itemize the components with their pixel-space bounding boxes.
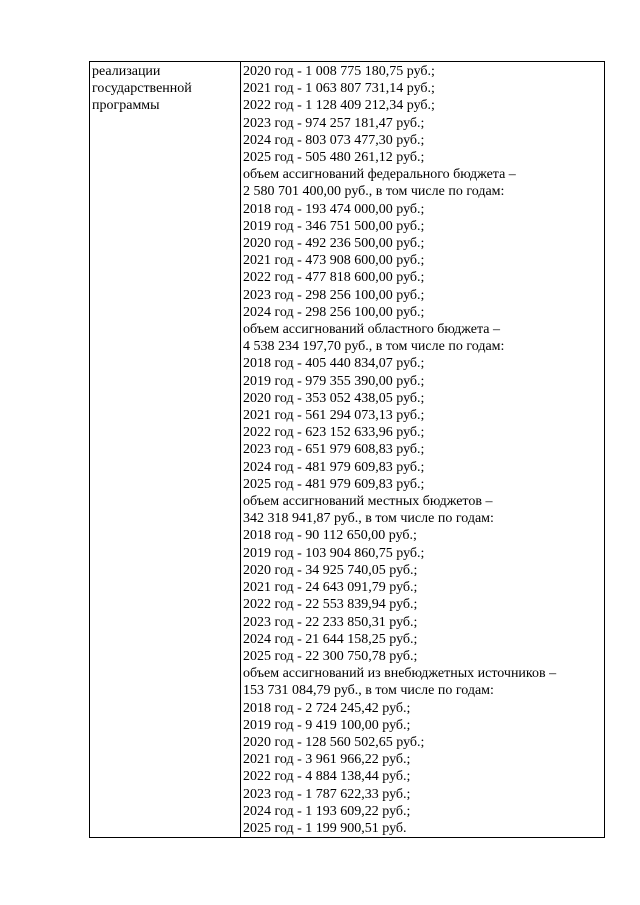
value-line: 2025 год - 1 199 900,51 руб.: [243, 820, 407, 836]
value-line: объем ассигнований из внебюджетных источников –: [243, 666, 557, 682]
value-line: 2018 год - 90 112 650,00 руб.;: [243, 528, 417, 544]
funding-table: [89, 61, 605, 838]
value-line: 2024 год - 481 979 609,83 руб.;: [243, 459, 425, 475]
value-line: 2023 год - 651 979 608,83 руб.;: [243, 442, 425, 458]
value-line: 2020 год - 353 052 438,05 руб.;: [243, 390, 425, 406]
value-line: 2020 год - 1 008 775 180,75 руб.;: [243, 64, 435, 79]
value-line: 2025 год - 22 300 750,78 руб.;: [243, 648, 418, 664]
value-line: 2024 год - 803 073 477,30 руб.;: [243, 132, 425, 148]
value-line: 2020 год - 34 925 740,05 руб.;: [243, 562, 418, 578]
label-line: реализации: [92, 64, 161, 79]
value-line: 2022 год - 1 128 409 212,34 руб.;: [243, 98, 435, 114]
value-line: 2 580 701 400,00 руб., в том числе по годам:: [243, 184, 505, 200]
value-line: 2022 год - 623 152 633,96 руб.;: [243, 425, 425, 441]
row-label-cell: [90, 62, 241, 837]
value-line: 2018 год - 2 724 245,42 руб.;: [243, 700, 411, 716]
value-line: 2021 год - 24 643 091,79 руб.;: [243, 580, 418, 596]
value-line: 2019 год - 9 419 100,00 руб.;: [243, 717, 411, 733]
value-line: 2024 год - 298 256 100,00 руб.;: [243, 304, 425, 320]
value-line: 342 318 941,87 руб., в том числе по годам:: [243, 511, 494, 527]
value-line: 2021 год - 1 063 807 731,14 руб.;: [243, 81, 435, 97]
value-line: 2019 год - 346 751 500,00 руб.;: [243, 218, 425, 234]
value-line: 2022 год - 4 884 138,44 руб.;: [243, 769, 411, 785]
value-line: 2025 год - 505 480 261,12 руб.;: [243, 150, 425, 166]
value-line: 2024 год - 1 193 609,22 руб.;: [243, 803, 411, 819]
value-line: 2022 год - 477 818 600,00 руб.;: [243, 270, 425, 286]
value-line: объем ассигнований федерального бюджета –: [243, 167, 516, 183]
value-line: 2025 год - 481 979 609,83 руб.;: [243, 476, 425, 492]
value-line: 2023 год - 22 233 850,31 руб.;: [243, 614, 418, 630]
row-value-cell: [241, 62, 604, 837]
value-line: 2018 год - 405 440 834,07 руб.;: [243, 356, 425, 372]
value-line: 2022 год - 22 553 839,94 руб.;: [243, 597, 418, 613]
value-line: 153 731 084,79 руб., в том числе по годам:: [243, 683, 494, 699]
label-line: программы: [92, 98, 160, 114]
value-line: 2023 год - 974 257 181,47 руб.;: [243, 115, 425, 131]
value-line: 2023 год - 1 787 622,33 руб.;: [243, 786, 411, 802]
value-line: 2020 год - 128 560 502,65 руб.;: [243, 734, 425, 750]
value-line: 2021 год - 3 961 966,22 руб.;: [243, 752, 411, 768]
value-line: объем ассигнований областного бюджета –: [243, 322, 500, 338]
value-line: 2019 год - 979 355 390,00 руб.;: [243, 373, 425, 389]
value-line: 2019 год - 103 904 860,75 руб.;: [243, 545, 425, 561]
value-line: 4 538 234 197,70 руб., в том числе по годам:: [243, 339, 505, 355]
value-line: 2021 год - 473 908 600,00 руб.;: [243, 253, 425, 269]
value-line: 2018 год - 193 474 000,00 руб.;: [243, 201, 425, 217]
value-line: 2021 год - 561 294 073,13 руб.;: [243, 408, 425, 424]
value-line: 2024 год - 21 644 158,25 руб.;: [243, 631, 418, 647]
label-line: государственной: [92, 81, 192, 97]
value-line: 2023 год - 298 256 100,00 руб.;: [243, 287, 425, 303]
value-line: 2020 год - 492 236 500,00 руб.;: [243, 236, 425, 252]
value-line: объем ассигнований местных бюджетов –: [243, 494, 493, 510]
